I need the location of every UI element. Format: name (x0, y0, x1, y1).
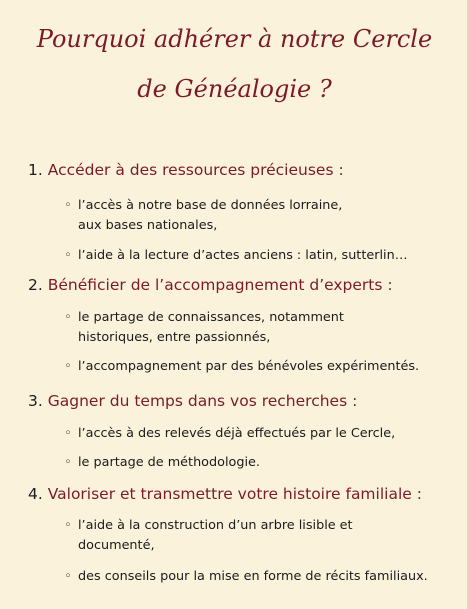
section-title: Accéder à des ressources précieuses : (47, 161, 344, 179)
section-number: 1. (28, 161, 43, 179)
bullet-icon: ◦ (64, 569, 72, 584)
section-title: Gagner du temps dans vos recherches : (47, 392, 358, 410)
bullet-icon: ◦ (64, 359, 72, 374)
list-item-line: le partage de méthodologie. (78, 455, 260, 470)
page-title (0, 14, 469, 114)
bullet-icon: ◦ (64, 310, 72, 325)
list-item-text (78, 516, 448, 556)
section-number: 3. (28, 392, 43, 410)
section-title: Valoriser et transmettre votre histoire familiale : (47, 485, 422, 503)
section-title: Bénéficier de l’accompagnement d’experts : (47, 276, 393, 294)
list-item-text (78, 424, 448, 444)
title-line-1: Pourquoi adhérer à notre Cercle (36, 25, 433, 53)
list-item-line: l’aide à la lecture d’actes anciens : latin, sutterlin… (78, 248, 408, 263)
bullet-icon: ◦ (64, 248, 72, 263)
list-item-text (78, 308, 448, 348)
section-heading (28, 275, 393, 295)
bullet-icon: ◦ (64, 426, 72, 441)
section-heading (28, 484, 422, 504)
list-item-line: l’aide à la construction d’un arbre lisible et (78, 518, 353, 533)
list-item-line: des conseils pour la mise en forme de récits familiaux. (78, 569, 428, 584)
list-item-line: documenté, (78, 538, 155, 553)
bullet-icon: ◦ (64, 455, 72, 470)
bullet-icon: ◦ (64, 518, 72, 533)
bullet-icon: ◦ (64, 198, 72, 213)
list-item-text (78, 567, 448, 587)
list-item-text (78, 357, 448, 377)
section-heading (28, 391, 357, 411)
list-item-text (78, 246, 448, 266)
section-heading (28, 160, 344, 180)
list-item-line: l’accès à des relevés déjà effectués par le Cercle, (78, 426, 396, 441)
section-number: 2. (28, 276, 43, 294)
list-item-line: le partage de connaissances, notamment (78, 310, 344, 325)
list-item-text (78, 196, 448, 236)
list-item-line: l’accompagnement par des bénévoles expérimentés. (78, 359, 420, 374)
title-line-2: de Généalogie ? (137, 75, 332, 103)
list-item-text (78, 453, 448, 473)
list-item-line: aux bases nationales, (78, 218, 218, 233)
section-number: 4. (28, 485, 43, 503)
list-item-line: historiques, entre passionnés, (78, 330, 271, 345)
list-item-line: l’accès à notre base de données lorraine, (78, 198, 343, 213)
